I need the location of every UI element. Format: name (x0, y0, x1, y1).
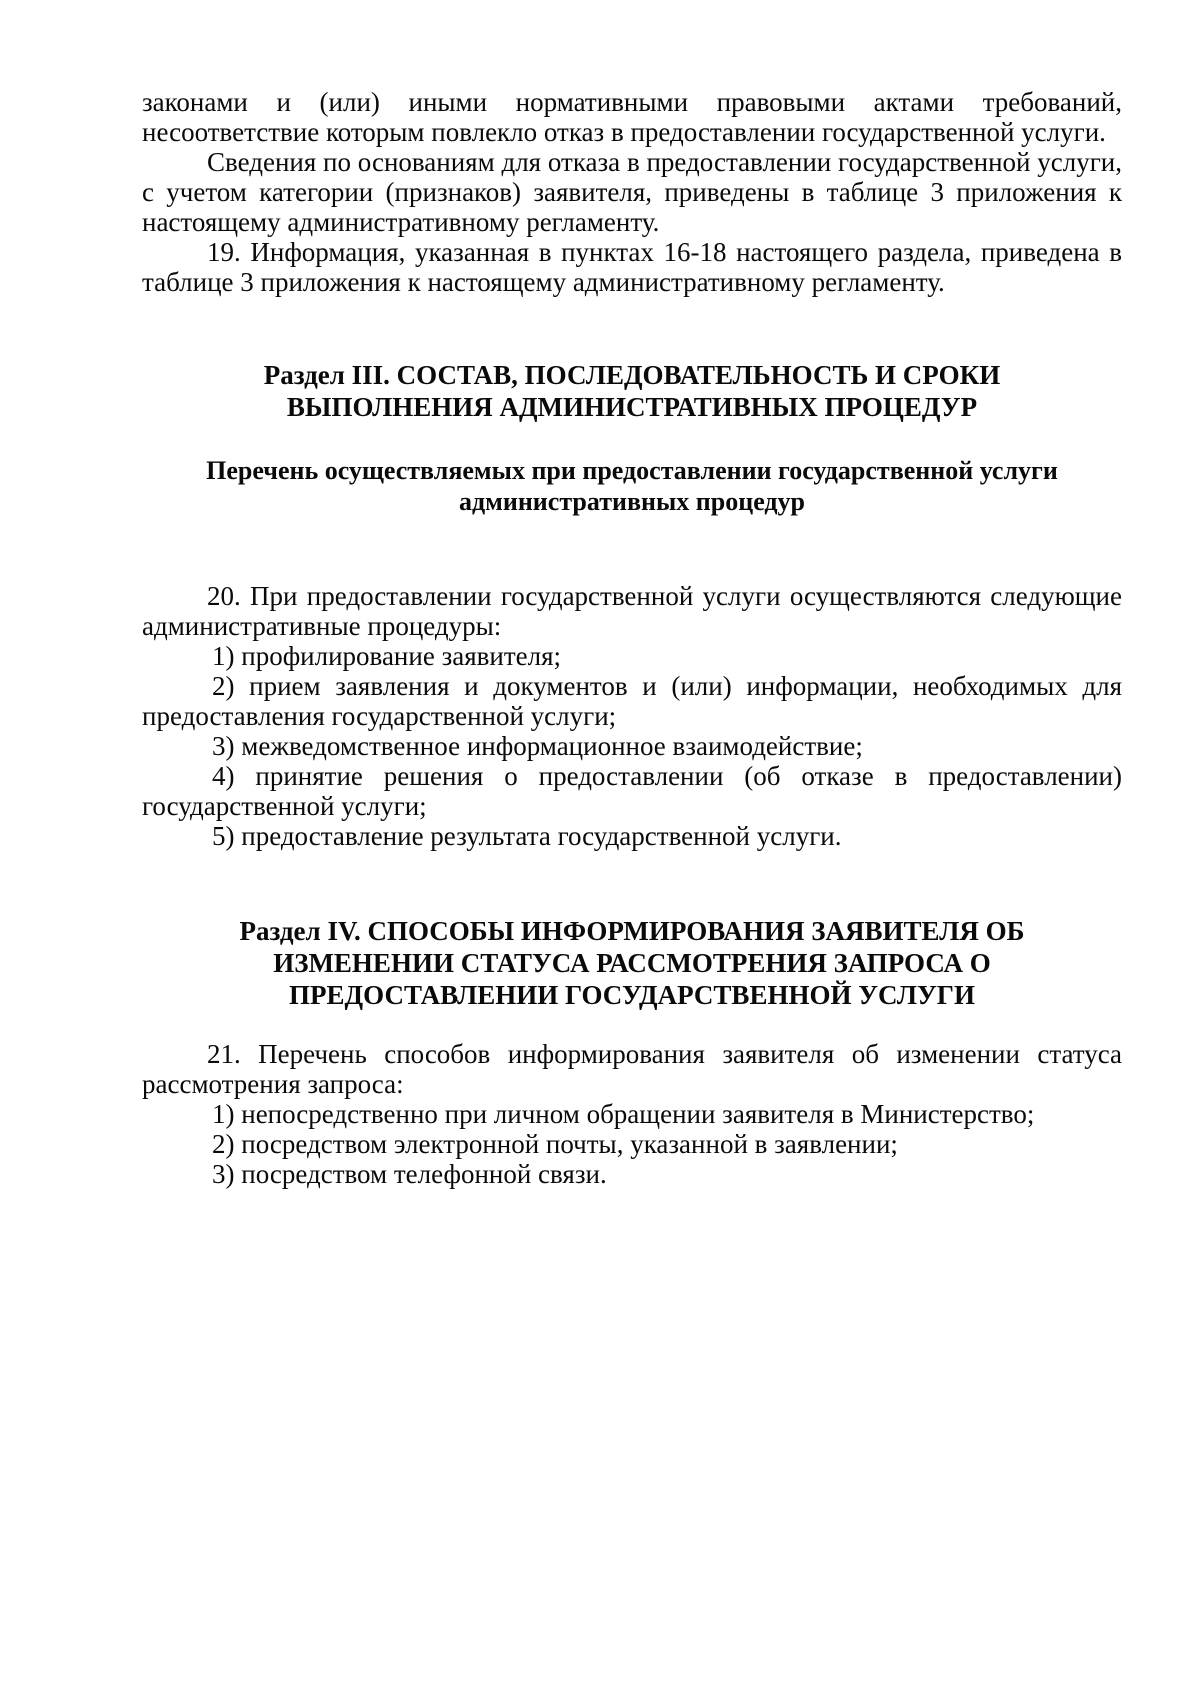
document-body (142, 87, 1122, 1189)
spacer (142, 1011, 1122, 1039)
section-4-title-line-2: ИЗМЕНЕНИИ СТАТУСА РАССМОТРЕНИЯ ЗАПРОСА О (273, 948, 991, 978)
section-3-title-line-1: Раздел III. СОСТАВ, ПОСЛЕДОВАТЕЛЬНОСТЬ И СРОКИ (263, 360, 1001, 390)
paragraph-refusal-grounds: Сведения по основаниям для отказа в предоставлении государственной услуги, с учетом категории (признаков) заявителя, приведены в таблице 3 приложения к настоящему административному регламенту. (142, 147, 1122, 237)
paragraph-19: 19. Информация, указанная в пунктах 16-18 настоящего раздела, приведена в таблице 3 приложения к настоящему административному регламенту. (142, 237, 1122, 297)
procedure-item: 3) межведомственное информационное взаимодействие; (212, 731, 863, 761)
subheading-line-1: Перечень осуществляемых при предоставлении государственной услуги (206, 456, 1058, 485)
paragraph-intro-continuation: законами и (или) иными нормативными правовыми актами требований, несоответствие которым повлекло отказ в предоставлении государственной услуги. (142, 87, 1122, 147)
spacer (142, 851, 1122, 915)
subheading-line-2: административных процедур (458, 487, 806, 516)
procedures-subheading (142, 455, 1122, 517)
paragraph-20: 20. При предоставлении государственной услуги осуществляются следующие административные процедуры: (142, 581, 1122, 641)
method-item: 1) непосредственно при личном обращении заявителя в Министерство; (212, 1099, 1035, 1129)
section-4-title-line-1: Раздел IV. СПОСОБЫ ИНФОРМИРОВАНИЯ ЗАЯВИТЕЛЯ ОБ (239, 916, 1025, 946)
procedure-item: 5) предоставление результата государственной услуги. (212, 821, 842, 851)
paragraph-21: 21. Перечень способов информирования заявителя об изменении статуса рассмотрения запроса: (142, 1039, 1122, 1099)
section-3-heading (142, 359, 1122, 423)
spacer (142, 297, 1122, 359)
spacer (142, 517, 1122, 581)
method-item: 3) посредством телефонной связи. (212, 1159, 607, 1189)
procedure-item: 1) профилирование заявителя; (212, 641, 562, 671)
section-4-title-line-3: ПРЕДОСТАВЛЕНИИ ГОСУДАРСТВЕННОЙ УСЛУГИ (289, 980, 975, 1010)
method-item: 2) посредством электронной почты, указанной в заявлении; (212, 1129, 898, 1159)
procedure-item: 4) принятие решения о предоставлении (об отказе в предоставлении) государственной услуги; (142, 761, 1122, 821)
procedure-item: 2) прием заявления и документов и (или) информации, необходимых для предоставления государственной услуги; (142, 671, 1122, 731)
section-3-title-line-2: ВЫПОЛНЕНИЯ АДМИНИСТРАТИВНЫХ ПРОЦЕДУР (286, 392, 978, 422)
spacer (142, 423, 1122, 455)
section-4-heading (142, 915, 1122, 1011)
